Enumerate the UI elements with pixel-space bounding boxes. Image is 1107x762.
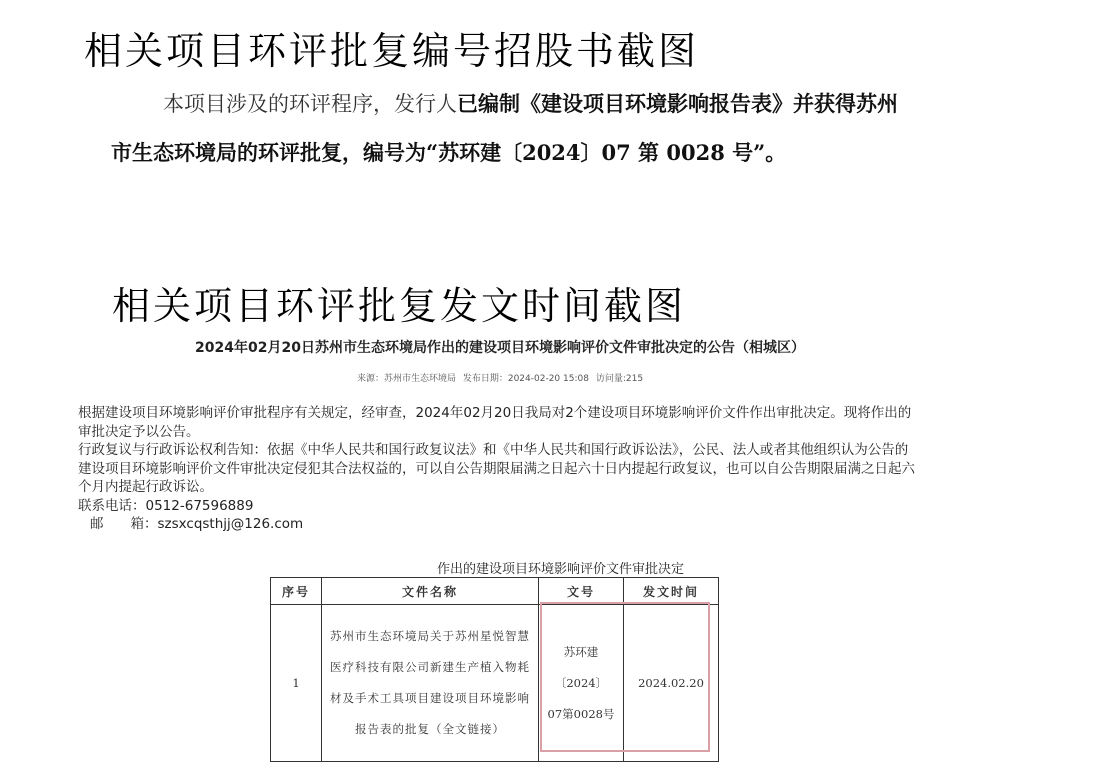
header-date: 发文时间 (624, 578, 719, 605)
notice-source: 来源：苏州市生态环境局 (356, 374, 456, 384)
contact-email: 邮 箱：szsxcqsthjj@126.com (90, 516, 304, 532)
highlight-box (540, 602, 710, 752)
header-name: 文件名称 (322, 578, 539, 605)
notice-paragraph-2: 行政复议与行政诉讼权利告知：依据《中华人民共和国行政复议法》和《中华人民共和国行政诉讼法》，公民、法人或者其他组织认为公告的建设项目环境影响评价文件审批决定侵犯其合法权益的，可以自公告期限届满之日起六十日内提起行政复议，也可以自公告期限届满之日起六个月内提起行政诉讼。 (78, 442, 915, 495)
row-doc-no-line-2: 〔2024〕 (554, 675, 608, 690)
table-caption: 作出的建设项目环境影响评价文件审批决定 (437, 562, 685, 577)
notice-date: 发布日期：2024-02-20 15:08 (462, 374, 589, 384)
row-date: 2024.02.20 (624, 605, 719, 762)
notice-meta (0, 371, 1000, 384)
statement-line-1-normal: 本项目涉及的环评程序，发行人 (163, 92, 457, 116)
table-header-row (271, 578, 719, 605)
row-doc-no-line-3: 07第0028号 (547, 706, 615, 721)
statement-line-2: 市生态环境局的环评批复，编号为“苏环建〔2024〕07 第 0028 号”。 (111, 140, 787, 165)
notice-title: 2024年02月20日苏州市生态环境局作出的建设项目环境影响评价文件审批决定的公告（相城区） (195, 340, 805, 356)
statement-line-1 (163, 88, 898, 118)
notice-body (78, 404, 918, 534)
header-doc-no: 文号 (539, 578, 624, 605)
notice-visits: 访问量:215 (595, 374, 644, 384)
row-document-link[interactable]: 苏州市生态环境局关于苏州星悦智慧医疗科技有限公司新建生产植入物耗材及手术工具项目建设项目环境影响报告表的批复（全文链接） (322, 605, 539, 762)
statement-line-1-bold: 已编制《建设项目环境影响报告表》并获得苏州 (457, 91, 898, 116)
heading-approval-number: 相关项目环评批复编号招股书截图 (84, 29, 700, 73)
heading-issue-date: 相关项目环评批复发文时间截图 (112, 284, 687, 328)
contact-phone: 联系电话：0512-67596889 (78, 497, 254, 514)
row-doc-no-line-1: 苏环建 (563, 644, 599, 659)
header-no: 序号 (271, 578, 322, 605)
row-no: 1 (271, 605, 322, 762)
notice-paragraph-1: 根据建设项目环境影响评价审批程序有关规定，经审查，2024年02月20日我局对2个建设项目环境影响评价文件作出审批决定。现将作出的审批决定予以公告。 (78, 405, 912, 440)
